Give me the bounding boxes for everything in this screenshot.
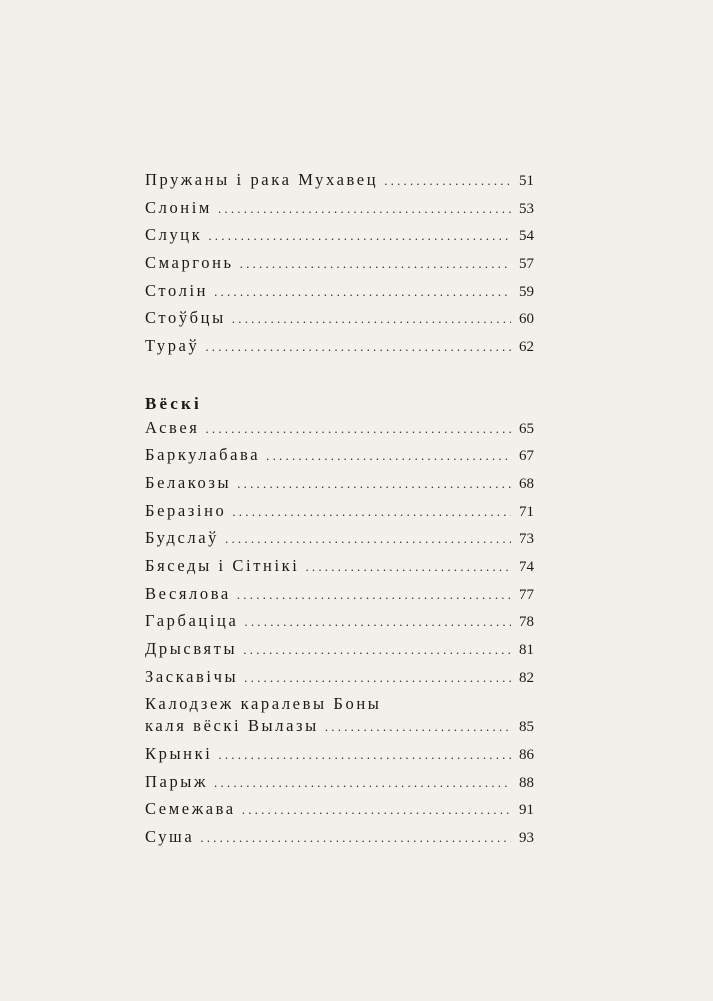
toc-entry-title: Дрысвяты [145, 639, 238, 658]
toc-entry-page: 62 [519, 339, 534, 356]
dot-leader [232, 311, 511, 327]
toc-entry [145, 418, 534, 446]
toc-entry-page: 81 [519, 642, 534, 658]
toc-entry [145, 473, 534, 501]
toc-entry-page: 78 [519, 614, 534, 631]
toc-entry-title-line2: каля вёскі Вылазы [145, 716, 319, 736]
dot-leader [200, 830, 511, 846]
toc-entry-page: 86 [519, 747, 534, 764]
toc-entry [145, 827, 534, 855]
toc-entry-page: 57 [519, 256, 534, 273]
toc-entry-title: Смаргонь [145, 253, 234, 273]
toc-entry-title: Весялова [145, 583, 231, 603]
toc-entry-page: 71 [519, 503, 534, 520]
toc-entry [145, 501, 534, 529]
dot-leader [243, 642, 511, 658]
toc-entry [145, 611, 534, 639]
toc-entry [145, 308, 534, 336]
toc-entry-page: 74 [519, 558, 534, 575]
toc-entry-title: Асвея [145, 417, 200, 437]
dot-leader [205, 421, 511, 437]
dot-leader [208, 228, 511, 244]
section-spacer [145, 364, 534, 390]
toc-entry-page: 73 [519, 531, 534, 548]
section-heading: Вёскі [145, 393, 202, 413]
toc-entry-title: Слонім [145, 197, 212, 217]
toc-entry-title: Заскавічы [145, 666, 239, 686]
dot-leader [384, 173, 511, 189]
toc-entry [145, 528, 534, 556]
toc-entry-page: 77 [519, 586, 534, 603]
toc-entry-title: Стоўбцы [145, 308, 226, 328]
dot-leader [225, 531, 511, 547]
dot-leader [237, 587, 511, 603]
toc-entry [145, 281, 534, 309]
toc-entry-title: Слуцк [145, 225, 203, 245]
toc-entry-title: Суша [145, 827, 195, 847]
toc-entry-title: Гарбаціца [145, 611, 239, 631]
toc-entry [145, 170, 534, 198]
toc-entry-title: Семежава [145, 799, 236, 819]
dot-leader [240, 256, 511, 272]
dot-leader [237, 476, 511, 492]
dot-leader [218, 747, 511, 763]
toc-entry-page: 65 [519, 420, 534, 437]
toc-entry [145, 336, 534, 364]
toc-entry [145, 556, 534, 584]
toc-entry-title: Бяседы і Сітнікі [145, 555, 300, 575]
dot-leader [218, 201, 511, 217]
dot-leader [244, 614, 511, 630]
toc-entry [145, 799, 534, 827]
toc-entry [145, 225, 534, 253]
dot-leader [242, 802, 511, 818]
toc-entry [145, 744, 534, 772]
toc-entry-page: 88 [519, 774, 534, 791]
toc-entry-page: 93 [519, 830, 534, 847]
dot-leader [244, 670, 511, 686]
toc-entry [145, 253, 534, 281]
toc-entry-page: 82 [519, 669, 534, 686]
toc-entry-page: 59 [519, 283, 534, 300]
toc-entry [145, 639, 534, 667]
toc-entry-page: 51 [519, 173, 534, 189]
dot-leader [305, 559, 511, 575]
dot-leader [232, 504, 511, 520]
toc-entry-page: 60 [519, 311, 534, 328]
dot-leader [205, 339, 511, 355]
dot-leader [214, 775, 511, 791]
toc-entry-page: 67 [519, 448, 534, 465]
toc-entry-title: Тураў [145, 336, 200, 356]
toc-entry-page: 85 [519, 719, 534, 736]
toc-entry-title: Крынкі [145, 744, 213, 764]
toc-entry [145, 667, 534, 695]
toc-entry-title: Столін [145, 280, 209, 300]
toc-entry-title: Будслаў [145, 528, 220, 548]
toc-entry-title: Баркулабава [145, 445, 261, 465]
toc-entry-title: Беразіно [145, 500, 227, 520]
toc-entry-title: Белакозы [145, 472, 232, 492]
toc-entry-page: 91 [519, 802, 534, 819]
toc-entry-page: 53 [519, 200, 534, 217]
dot-leader [214, 284, 511, 300]
dot-leader [325, 719, 511, 735]
toc-entry [145, 772, 534, 800]
table-of-contents [145, 170, 534, 855]
toc-entry-page: 68 [519, 475, 534, 492]
toc-entry-title-line1: Калодзеж каралевы Боны [145, 694, 382, 714]
toc-entry-line2 [145, 716, 534, 744]
toc-entry-multiline [145, 694, 534, 744]
toc-entry-title: Пружаны і рака Мухавец [145, 170, 379, 189]
toc-entry-title: Парыж [145, 771, 208, 791]
toc-entry-page: 54 [519, 228, 534, 245]
toc-entry [145, 445, 534, 473]
toc-entry [145, 198, 534, 226]
toc-entry [145, 584, 534, 612]
dot-leader [266, 448, 511, 464]
